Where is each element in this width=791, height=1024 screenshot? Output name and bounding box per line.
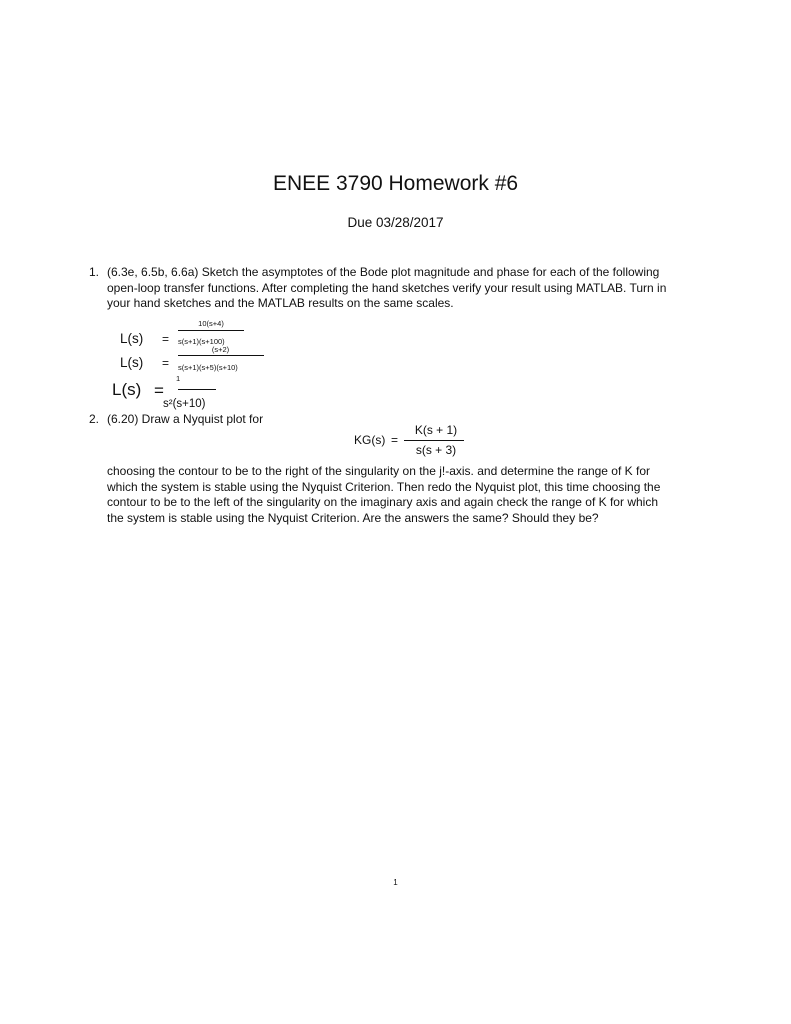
document-title: ENEE 3790 Homework #6 — [272, 172, 519, 195]
problem-1-number: 1. — [89, 265, 100, 279]
equation-3-numerator: 1 — [176, 374, 181, 383]
equation-nyquist-equals: = — [391, 433, 399, 447]
problem-2-line: which the system is stable using the Nyquist Criterion. Then redo the Nyquist plot, this time choosing the — [107, 479, 661, 494]
equation-nyquist-fraction-bar — [404, 440, 464, 441]
problem-2-number: 2. — [89, 412, 100, 426]
equation-2-lhs: L(s) — [120, 355, 144, 370]
equation-1-lhs: L(s) — [120, 331, 144, 346]
equation-2-denominator: s(s+1)(s+5)(s+10) — [178, 363, 238, 372]
problem-1-line: open-loop transfer functions. After completing the hand sketches verify your result using MATLAB. Turn in — [107, 280, 667, 295]
problem-1-text — [107, 265, 666, 312]
problem-1-line: your hand sketches and the MATLAB results on the same scales. — [107, 296, 454, 310]
equation-1-denominator: s(s+1)(s+100) — [178, 337, 225, 346]
page-number: 1 — [393, 878, 398, 887]
equation-2-equals: = — [162, 356, 170, 370]
equation-nyquist-denominator: s(s + 3) — [415, 443, 457, 457]
equation-1-equals: = — [162, 332, 170, 346]
equation-2-numerator: (s+2) — [211, 345, 230, 354]
equation-3-equals: = — [154, 381, 164, 400]
problem-2-intro: (6.20) Draw a Nyquist plot for — [107, 412, 264, 426]
equation-nyquist-lhs: KG(s) — [354, 433, 386, 447]
equation-nyquist-numerator: K(s + 1) — [414, 423, 458, 437]
problem-2-text — [107, 464, 660, 526]
equation-3-lhs: L(s) — [112, 380, 142, 399]
equation-1-numerator: 10(s+4) — [198, 319, 224, 328]
equation-3-denominator: s²(s+10) — [163, 398, 206, 410]
equation-3-fraction-bar — [178, 389, 216, 390]
problem-2-line: choosing the contour to be to the right of the singularity on the j!-axis. and determine the range of K for — [107, 464, 650, 478]
equation-1-fraction-bar — [178, 330, 244, 331]
problem-2-line: contour to be to the left of the singularity on the imaginary axis and again check the range of K for which — [107, 495, 658, 509]
problem-1-line: (6.3e, 6.5b, 6.6a) Sketch the asymptotes of the Bode plot magnitude and phase for each of the following — [107, 265, 660, 279]
equation-2-fraction-bar — [178, 355, 264, 356]
problem-2-line: the system is stable using the Nyquist Criterion. Are the answers the same? Should they be? — [107, 510, 599, 525]
due-date: Due 03/28/2017 — [347, 215, 444, 230]
